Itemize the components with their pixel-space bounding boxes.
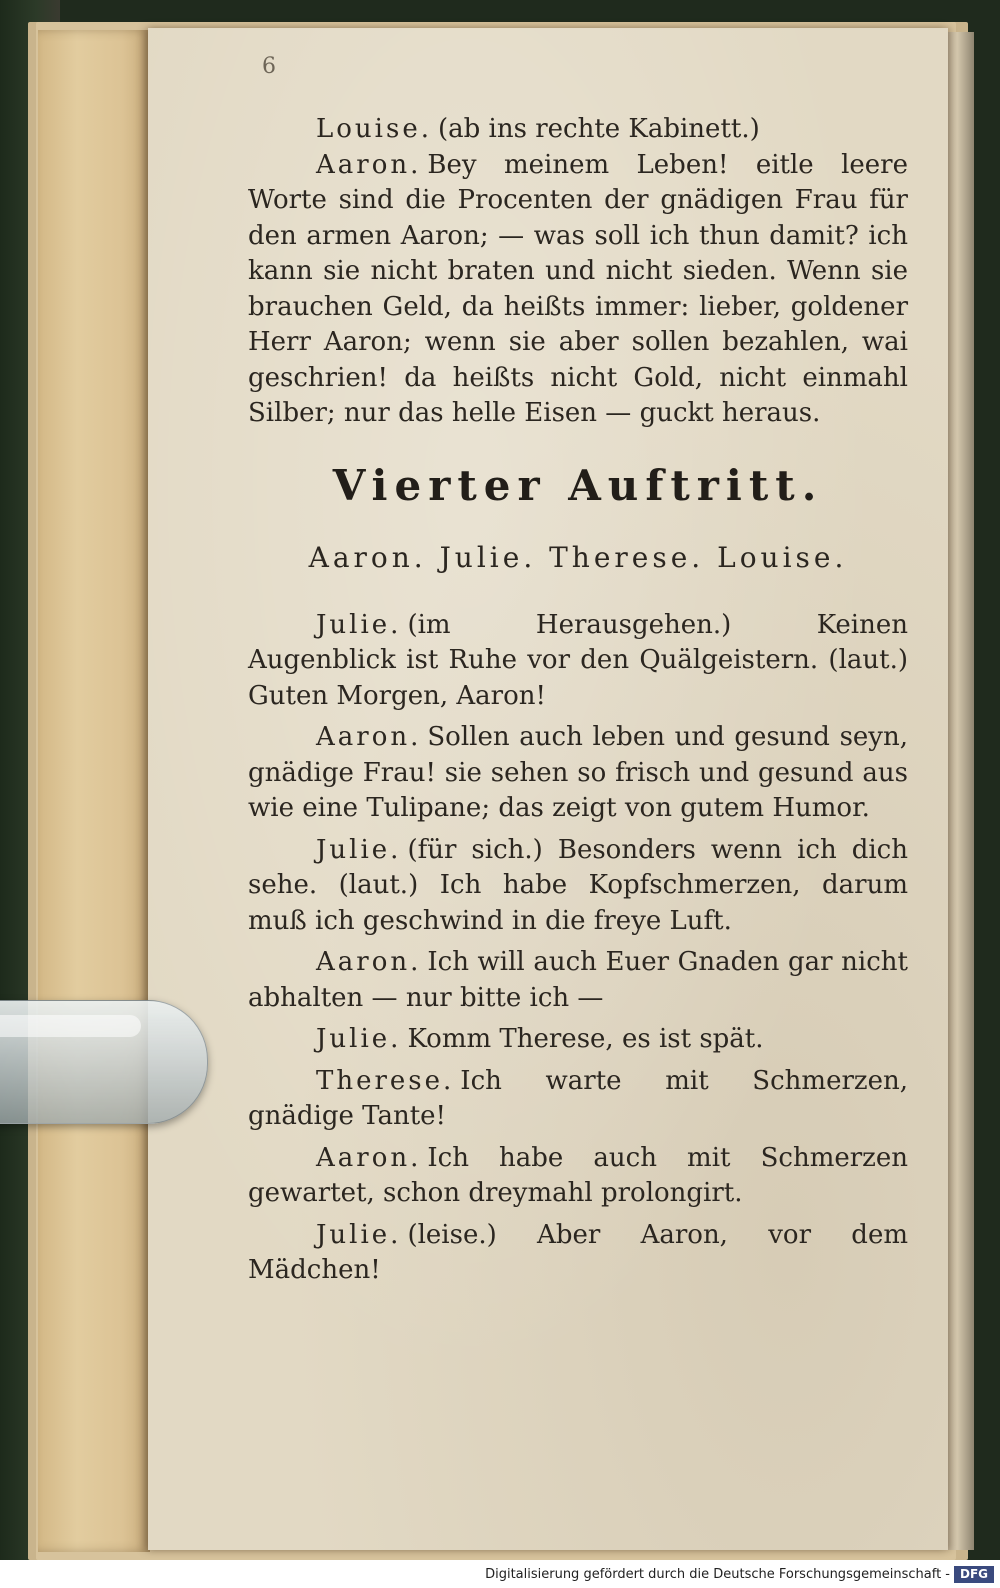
- dialogue-text: [248, 1141, 908, 1212]
- dialogue-text: [248, 1022, 908, 1058]
- dialogue-line: [248, 1141, 908, 1212]
- speaker-name: Aaron.: [316, 947, 422, 977]
- page-number: 6: [262, 54, 276, 79]
- dialogue-line: [248, 1064, 908, 1135]
- page-text: [248, 112, 908, 1289]
- line-text: (im Herausgehen.) Keinen Augenblick ist Ruhe vor den Quälgeistern. (laut.) Guten Morgen, Aaron!: [248, 609, 908, 711]
- speaker-name: Louise.: [316, 114, 432, 144]
- speaker-name: Julie.: [316, 1024, 402, 1054]
- speaker-name: Aaron.: [316, 149, 422, 180]
- line-text: Bey meinem Leben! eitle leere Worte sind die Procenten der gnädigen Frau für den armen Aaron; — was soll ich thun damit? ich kann sie nicht braten und nicht sieden. Wenn sie brauchen Geld, da heißts immer: lieber, goldener Herr Aaron; wenn sie aber sollen bezahlen, wai geschrien! da heißts nicht Gold, nicht einmahl Silber; nur das helle Eisen — guckt heraus.: [248, 149, 908, 428]
- speaker-name: Julie.: [316, 609, 402, 640]
- line-text: Komm Therese, es ist spät.: [407, 1024, 764, 1054]
- dialogue-line: [248, 608, 908, 715]
- dialogue-line: [248, 148, 908, 432]
- line-text: (für sich.) Besonders wenn ich dich sehe. (laut.) Ich habe Kopfschmerzen, darum muß ich geschwind in die freye Luft.: [248, 834, 908, 936]
- line-text: Ich warte mit Schmerzen, gnädige Tante!: [248, 1065, 908, 1131]
- book-cover-edge: [38, 30, 150, 1552]
- line-text: (leise.) Aber Aaron, vor dem Mädchen!: [248, 1219, 908, 1285]
- dialogue-text: [248, 1064, 908, 1135]
- speaker-name: Aaron.: [316, 722, 422, 752]
- dialogue-line: [248, 720, 908, 827]
- dialogue-line: [248, 1022, 908, 1058]
- dialogue-line: [248, 945, 908, 1016]
- speaker-name: Julie.: [316, 1219, 402, 1250]
- dialogue-text: [248, 1218, 908, 1289]
- dialogue-text: [248, 720, 908, 827]
- page-holder-clip: [0, 1000, 208, 1124]
- page-stack-edge: [946, 32, 974, 1550]
- line-text: Sollen auch leben und gesund seyn, gnädige Frau! sie sehen so frisch und gesund aus wie eine Tulipane; das zeigt von gutem Humor.: [248, 722, 908, 823]
- line-text: Ich habe auch mit Schmerzen gewartet, schon dreymahl prolongirt.: [248, 1142, 908, 1208]
- speaker-name: Therese.: [316, 1065, 455, 1096]
- scene-heading: Vierter Auftritt.: [332, 460, 824, 510]
- dialogue-text: [248, 833, 908, 940]
- line-text: Ich will auch Euer Gnaden gar nicht abhalten — nur bitte ich —: [248, 947, 908, 1013]
- dialogue-text: [248, 148, 908, 432]
- dialogue-text: [248, 608, 908, 715]
- clip-highlight: [0, 1015, 141, 1037]
- dialogue-text: [248, 945, 908, 1016]
- footer-credit: Digitalisierung gefördert durch die Deutsche Forschungsgemeinschaft -: [485, 1567, 950, 1582]
- speaker-name: Aaron.: [316, 1142, 422, 1173]
- dialogue-line: [248, 1218, 908, 1289]
- dfg-logo: DFG: [954, 1566, 994, 1583]
- dialogue-line: [248, 112, 908, 148]
- line-text: (ab ins rechte Kabinett.): [437, 114, 760, 144]
- cast-list: Aaron. Julie. Therese. Louise.: [308, 540, 848, 574]
- dialogue-text: [248, 112, 908, 148]
- speaker-name: Julie.: [316, 834, 402, 865]
- dialogue-line: [248, 833, 908, 940]
